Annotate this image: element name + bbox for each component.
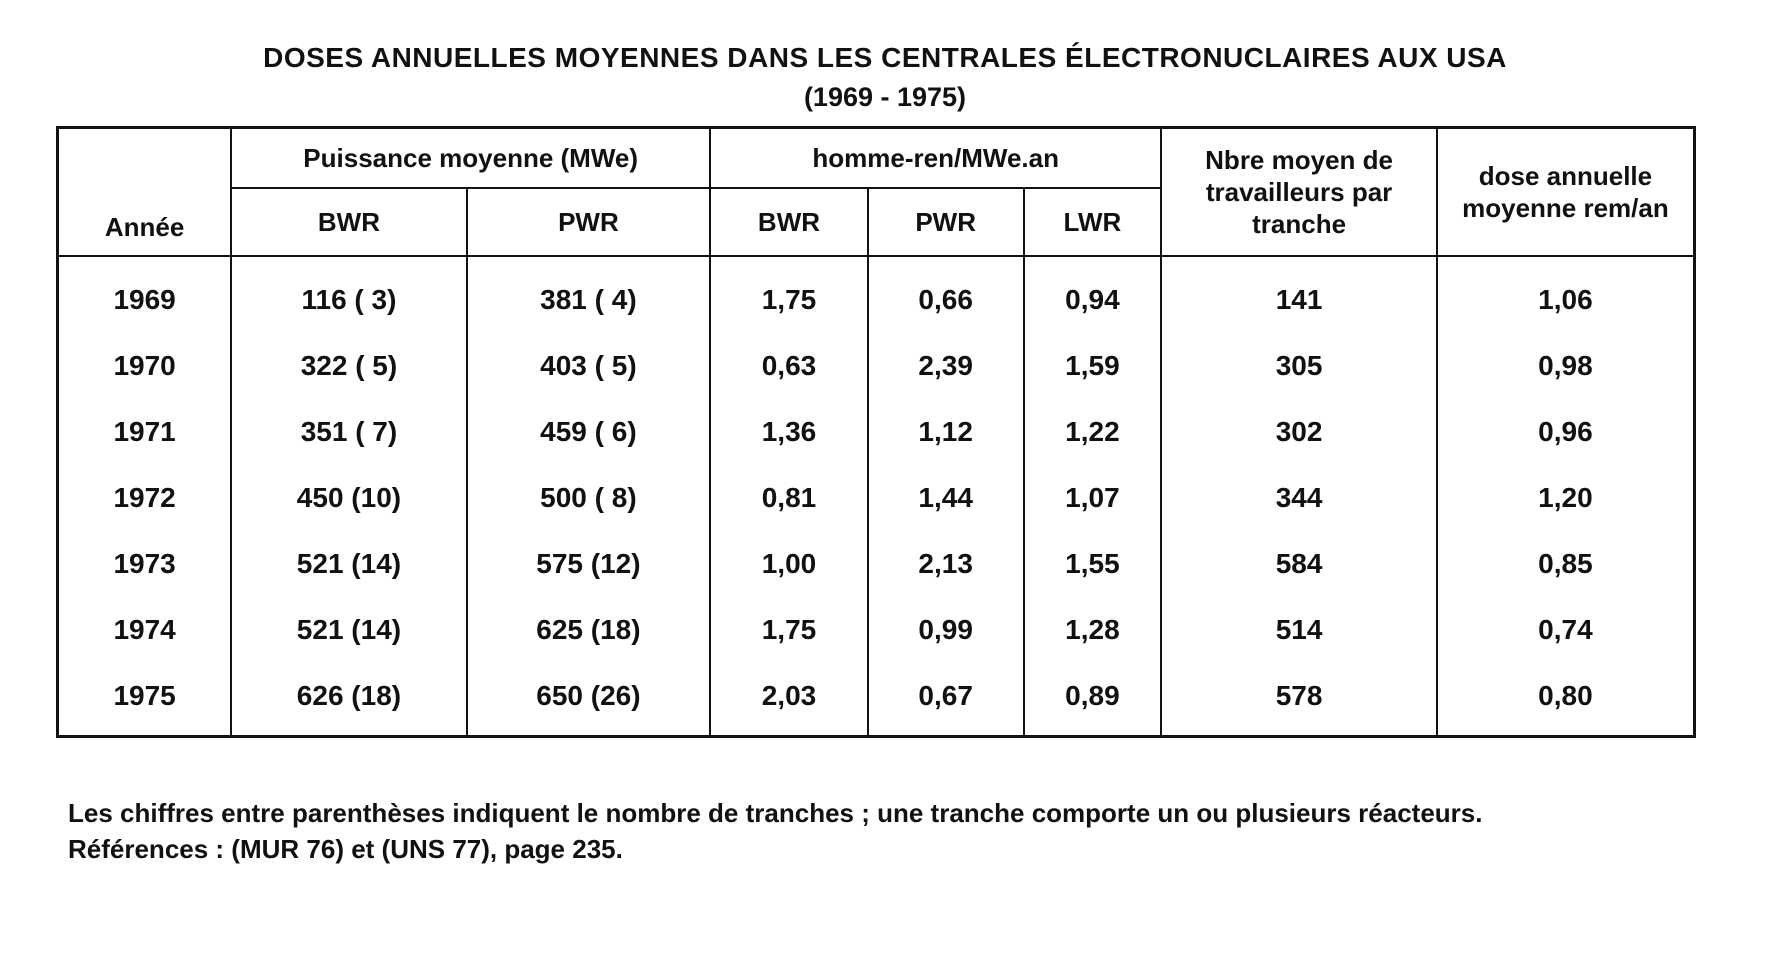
cell-homme-bwr: 0,81 [710, 465, 868, 531]
cell-puissance-bwr: 351 ( 7) [231, 399, 466, 465]
table-row [58, 663, 1695, 737]
cell-puissance-pwr: 625 (18) [467, 597, 710, 663]
cell-workers: 578 [1161, 663, 1437, 737]
cell-year: 1971 [58, 399, 232, 465]
cell-year: 1974 [58, 597, 232, 663]
cell-homme-lwr: 0,94 [1024, 256, 1162, 333]
cell-puissance-pwr: 459 ( 6) [467, 399, 710, 465]
cell-homme-pwr: 1,44 [868, 465, 1024, 531]
cell-homme-pwr: 2,39 [868, 333, 1024, 399]
cell-puissance-bwr: 626 (18) [231, 663, 466, 737]
footnote-parentheses: Les chiffres entre parenthèses indiquent le nombre de tranches ; une tranche comporte un ou plusieurs réacteurs. [68, 798, 1483, 828]
cell-workers: 302 [1161, 399, 1437, 465]
cell-puissance-pwr: 650 (26) [467, 663, 710, 737]
cell-workers: 584 [1161, 531, 1437, 597]
cell-puissance-pwr: 500 ( 8) [467, 465, 710, 531]
document-subtitle: (1969 - 1975) [803, 82, 967, 112]
cell-year: 1969 [58, 256, 232, 333]
cell-homme-pwr: 0,99 [868, 597, 1024, 663]
header-homme-bwr: BWR [710, 188, 868, 256]
cell-homme-lwr: 1,28 [1024, 597, 1162, 663]
table-header [58, 128, 1695, 256]
cell-dose: 0,85 [1437, 531, 1695, 597]
cell-year: 1972 [58, 465, 232, 531]
cell-workers: 344 [1161, 465, 1437, 531]
header-year: Année [58, 128, 232, 256]
cell-puissance-bwr: 521 (14) [231, 597, 466, 663]
table-row [58, 597, 1695, 663]
cell-homme-bwr: 1,00 [710, 531, 868, 597]
cell-puissance-pwr: 381 ( 4) [467, 256, 710, 333]
cell-homme-lwr: 1,59 [1024, 333, 1162, 399]
cell-puissance-bwr: 116 ( 3) [231, 256, 466, 333]
cell-puissance-bwr: 521 (14) [231, 531, 466, 597]
table-row [58, 531, 1695, 597]
header-puissance-group: Puissance moyenne (MWe) [231, 128, 710, 188]
cell-puissance-bwr: 450 (10) [231, 465, 466, 531]
cell-homme-bwr: 0,63 [710, 333, 868, 399]
footnote-references: Références : (MUR 76) et (UNS 77), page 235. [68, 834, 623, 864]
cell-homme-pwr: 0,67 [868, 663, 1024, 737]
header-puissance-bwr: BWR [231, 188, 466, 256]
cell-homme-bwr: 2,03 [710, 663, 868, 737]
cell-dose: 1,06 [1437, 256, 1695, 333]
table-row [58, 399, 1695, 465]
cell-homme-lwr: 1,22 [1024, 399, 1162, 465]
table-row [58, 333, 1695, 399]
cell-homme-lwr: 1,07 [1024, 465, 1162, 531]
cell-dose: 1,20 [1437, 465, 1695, 531]
table-row [58, 465, 1695, 531]
cell-workers: 305 [1161, 333, 1437, 399]
header-homme-lwr: LWR [1024, 188, 1162, 256]
footnotes [68, 795, 1688, 867]
doses-table [56, 126, 1696, 738]
cell-dose: 0,80 [1437, 663, 1695, 737]
table-row [58, 256, 1695, 333]
cell-puissance-pwr: 403 ( 5) [467, 333, 710, 399]
cell-homme-bwr: 1,36 [710, 399, 868, 465]
cell-year: 1970 [58, 333, 232, 399]
cell-homme-pwr: 0,66 [868, 256, 1024, 333]
cell-puissance-bwr: 322 ( 5) [231, 333, 466, 399]
cell-homme-bwr: 1,75 [710, 597, 868, 663]
cell-dose: 0,98 [1437, 333, 1695, 399]
cell-year: 1973 [58, 531, 232, 597]
cell-homme-bwr: 1,75 [710, 256, 868, 333]
document-title: DOSES ANNUELLES MOYENNES DANS LES CENTRALES ÉLECTRONUCLAIRES AUX USA [263, 42, 1507, 73]
header-homme-rem-group: homme-ren/MWe.an [710, 128, 1161, 188]
cell-homme-pwr: 1,12 [868, 399, 1024, 465]
cell-homme-pwr: 2,13 [868, 531, 1024, 597]
cell-workers: 514 [1161, 597, 1437, 663]
cell-homme-lwr: 0,89 [1024, 663, 1162, 737]
header-homme-pwr: PWR [868, 188, 1024, 256]
cell-year: 1975 [58, 663, 232, 737]
cell-workers: 141 [1161, 256, 1437, 333]
cell-dose: 0,96 [1437, 399, 1695, 465]
cell-homme-lwr: 1,55 [1024, 531, 1162, 597]
cell-puissance-pwr: 575 (12) [467, 531, 710, 597]
header-workers: Nbre moyen de travailleurs par tranche [1161, 128, 1437, 256]
cell-dose: 0,74 [1437, 597, 1695, 663]
header-dose: dose annuelle moyenne rem/an [1437, 128, 1695, 256]
table-body [58, 256, 1695, 737]
header-puissance-pwr: PWR [467, 188, 710, 256]
